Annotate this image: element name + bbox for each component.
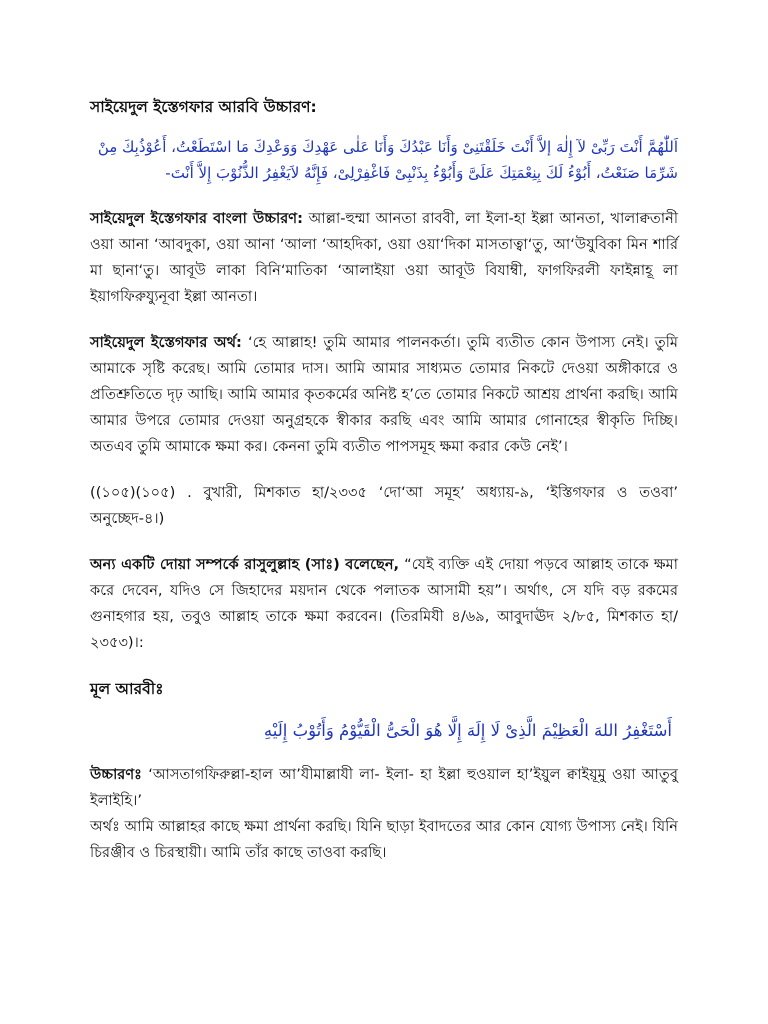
meaning-label: সাইয়েদুল ইস্তেগফার অর্থ: <box>90 334 242 351</box>
hadith-text: “যেই ব্যক্তি এই দোয়া পড়বে আল্লাহ তাকে ক্ষমা করে দেবেন, যদিও সে জিহাদের ময়দান থেকে পলাতক আসামী হয়”। অর্থাৎ, সে যদি বড় রকমের গুনাহগার হয়, তবুও আল্লাহ তাকে ক্ষমা করবেন। (তিরমিযী ৪/৬৯, আবুদাঊদ ২/৮৫, মিশকাত হা/২৩৫৩)।: <box>90 556 679 651</box>
sayyidul-istighfar-arabic <box>90 134 678 186</box>
final-meaning-paragraph: অর্থঃ আমি আল্লাহর কাছে ক্ষমা প্রার্থনা করছি। যিনি ছাড়া ইবাদতের আর কোন যোগ্য উপাস্য নেই। যিনি চিরঞ্জীব ও চিরস্থায়ী। আমি তাঁর কাছে তাওবা করছি। <box>90 818 678 861</box>
original-arabic-heading: মূল আরবীঃ <box>90 680 164 698</box>
bangla-pronunciation-paragraph <box>90 206 678 310</box>
meaning-paragraph <box>90 330 678 460</box>
meaning-text: ‘হে আল্লাহ! তুমি আমার পালনকর্তা। তুমি ব্যতীত কোন উপাস্য নেই। তুমি আমাকে সৃষ্টি করেছ। আমি তোমার দাস। আমি আমার সাধ্যমত তোমার নিকটে দেওয়া অঙ্গীকারে ও প্রতিশ্রুতিতে দৃঢ় আছি। আমি আমার কৃতকর্মের অনিষ্ট হ’তে তোমার নিকটে আশ্রয় প্রার্থনা করছি। আমি আমার উপরে তোমার দেওয়া অনুগ্রহকে স্বীকার করছি এবং আমি আমার গোনাহের স্বীকৃতি দিচ্ছি। অতএব তুমি আমাকে ক্ষমা কর। কেননা তুমি ব্যতীত পাপসমূহ ক্ষমা করার কেউ নেই’। <box>90 334 679 455</box>
arabic-line-1: اَللّٰهُمَّ أَنْتَ رَبِّىْ لآ إِلٰهَ إلاَّ أَنْتَ خَلَقْتَنِىْ وَأَنَا عَبْدُكَ وَأَنَا عَلٰى عَهْدِكَ وَوَعْدِكَ مَا اسْتَطَعْتُ، أَعُوْذُبِكَ مِنْ <box>97 138 678 156</box>
pronunciation-paragraph <box>90 762 678 814</box>
pronunciation-text: ‘আসতাগফিরুল্লা-হাল আ’যীমাল্লাযী লা- ইলা- হা ইল্লা হুওয়াল হা’ইয়ুল ক্বাইয়ূমু ওয়া আতুবু ইলাইহি।’ <box>90 766 678 809</box>
astaghfirullah-arabic: أَسْتَغْفِرُ اللهَ الْعَظِيْمَ الَّذِىْ لَا إِلَهَ إِلَّا هُوَ الْحَىُّ الْقَيُّوْمُ وَأَتُوْبُ إِلَيْهِ <box>263 721 672 740</box>
arabic-line-2: شَرِّمَا صَنَعْتُ، أَبُوْءُ لَكَ بِنِعْمَتِكَ عَلَىَّ وَأَبُوْءُ بِذَنْبِىْ فَاغْفِرْلِىْ، فَإِنَّهُ لاَيَغْفِرُ الذُّنُوْبَ إِلاَّ أَنْتَ- <box>165 164 678 182</box>
reference-paragraph: ((১০৫)(১০৫) . বুখারী, মিশকাত হা/২৩৩৫ ‘দো‘আ সমূহ’ অধ্যায়-৯, ‘ইস্তিগফার ও তওবা’ অনুচ্ছেদ-৪।) <box>90 484 678 527</box>
hadith-label: অন্য একটি দোয়া সম্পর্কে রাসুলুল্লাহ (সাঃ) বলেছেন, <box>90 556 400 573</box>
bangla-pronunciation-text: আল্লা-হুম্মা আনতা রাববী, লা ইলা-হা ইল্লা আনতা, খালাক্বতানী ওয়া আনা ‘আবদুকা, ওয়া আনা ‘আলা ‘আহদিকা, ওয়া ওয়া‘দিকা মাসতাত্বা‘তু, আ‘উযুবিকা মিন শার্রি মা ছানা‘তু। আবূউ লাকা বিনি‘মাতিকা ‘আলাইয়া ওয়া আবূউ বিযাম্বী, ফাগফিরলী ফাইন্নাহূ লা ইয়াগফিরুয্যুনূবা ইল্লা আনতা। <box>90 210 678 305</box>
arabic-pronunciation-heading: সাইয়েদুল ইস্তেগফার আরবি উচ্চারণ: <box>90 98 317 116</box>
bangla-pronunciation-label: সাইয়েদুল ইস্তেগফার বাংলা উচ্চারণ: <box>90 210 303 227</box>
hadith-paragraph <box>90 552 678 656</box>
pronunciation-label: উচ্চারণঃ <box>90 766 142 783</box>
